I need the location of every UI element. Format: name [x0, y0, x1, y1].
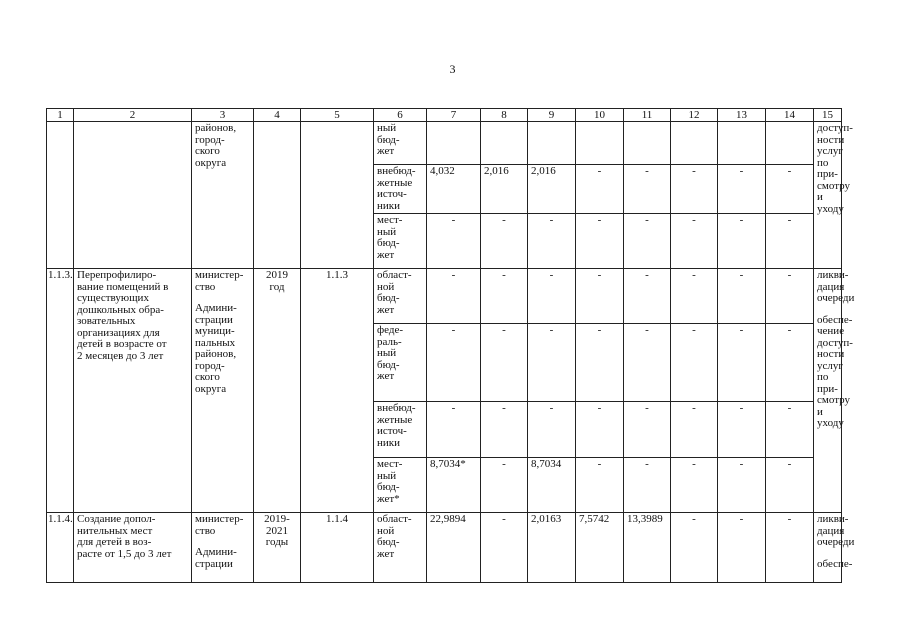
- value-cell: [624, 269, 671, 324]
- cell-text: -: [692, 402, 696, 414]
- header-cell-3: [192, 109, 254, 122]
- header-cell-2: [74, 109, 192, 122]
- cell-text: -: [645, 269, 649, 281]
- cell-text: област- ной бюд- жет: [377, 269, 412, 316]
- value-cell: [671, 122, 718, 165]
- result-cell: [814, 122, 853, 269]
- header-cell-9: [528, 109, 576, 122]
- cell-text: -: [597, 214, 602, 226]
- cell-text: 8,7034: [531, 458, 562, 470]
- cell-text: 13,3989: [627, 513, 663, 525]
- cell-text: -: [692, 269, 696, 281]
- value-cell: [671, 269, 718, 324]
- cell-text: 1: [57, 109, 63, 121]
- cell-text: -: [549, 402, 554, 414]
- header-cell-8: [481, 109, 528, 122]
- cell-text: министер- ство: [195, 269, 244, 293]
- cell-text: 8: [501, 109, 507, 121]
- cell-text: 5: [334, 109, 340, 121]
- value-cell: [576, 513, 624, 583]
- value-cell: [427, 269, 481, 324]
- cell-text: -: [692, 165, 696, 177]
- cell-text: 14: [784, 109, 795, 121]
- value-cell: [427, 513, 481, 583]
- cell-text: -: [739, 324, 744, 336]
- code-cell: [301, 513, 374, 583]
- cell-text: внебюд- жетные источ- ники: [377, 165, 416, 212]
- cell-text: област- ной бюд- жет: [377, 513, 412, 560]
- cell-text: министер- ство: [195, 513, 244, 537]
- value-cell: [481, 458, 528, 513]
- value-cell: [481, 165, 528, 214]
- value-cell: [718, 214, 766, 269]
- value-cell: [718, 513, 766, 583]
- year-cell: [254, 269, 301, 513]
- cell-text: Админи- страции: [195, 546, 237, 570]
- item-name-cell: [74, 513, 192, 583]
- value-cell: [624, 458, 671, 513]
- value-cell: [718, 402, 766, 458]
- cell-text: -: [692, 513, 696, 525]
- cell-text: 22,9894: [430, 513, 466, 525]
- cell-text: -: [739, 269, 744, 281]
- page-number: 3: [449, 62, 456, 76]
- cell-text: ный бюд- жет: [377, 122, 400, 157]
- cell-text: 4,032: [430, 165, 455, 177]
- cell-text: 1.1.4: [326, 513, 348, 525]
- value-cell: [481, 122, 528, 165]
- cell-text: Админи- страции муници- пальных районов, город- ского округа: [195, 302, 237, 395]
- cell-text: -: [787, 214, 792, 226]
- header-row: [47, 109, 842, 122]
- cell-text: районов, город- ского округа: [195, 122, 237, 169]
- value-cell: [481, 513, 528, 583]
- cell-text: 1.1.3.: [48, 269, 73, 281]
- value-cell: [528, 214, 576, 269]
- header-cell-14: [766, 109, 814, 122]
- year-cell: [254, 513, 301, 583]
- value-cell: [528, 269, 576, 324]
- cell-text: Перепрофилиро- вание помещений в существующих дошкольных обра- зовательных организациях для детей в возрасте от 2 месяцев до 3 лет: [77, 269, 169, 362]
- table-row: [47, 122, 842, 165]
- item-number-cell: [47, 513, 74, 583]
- cell-text: 6: [397, 109, 403, 121]
- cell-text: -: [645, 214, 649, 226]
- cell-text: 2: [129, 109, 136, 121]
- code-cell: [301, 269, 374, 513]
- value-cell: [671, 324, 718, 402]
- source-cell: [374, 269, 427, 324]
- source-cell: [374, 513, 427, 583]
- value-cell: [427, 122, 481, 165]
- table-row: [47, 513, 842, 583]
- cell-text: -: [739, 165, 744, 177]
- cell-text: -: [451, 214, 456, 226]
- cell-text: 4: [274, 109, 280, 121]
- value-cell: [427, 458, 481, 513]
- cell-text: 2019- 2021 годы: [264, 513, 290, 548]
- value-cell: [624, 214, 671, 269]
- cell-text: -: [597, 324, 602, 336]
- cell-text: 2,016: [531, 165, 556, 177]
- cell-text: -: [787, 324, 792, 336]
- value-cell: [576, 165, 624, 214]
- value-cell: [576, 269, 624, 324]
- value-cell: [671, 458, 718, 513]
- item-number-cell: [47, 269, 74, 513]
- cell-text: 3: [219, 109, 226, 121]
- value-cell: [481, 402, 528, 458]
- cell-text: 2,0163: [531, 513, 562, 525]
- value-cell: [718, 165, 766, 214]
- cell-text: -: [645, 402, 649, 414]
- value-cell: [718, 269, 766, 324]
- value-cell: [427, 165, 481, 214]
- header-cell-7: [427, 109, 481, 122]
- cell-text: -: [451, 324, 456, 336]
- source-cell: [374, 214, 427, 269]
- source-cell: [374, 324, 427, 402]
- cell-text: доступ- ности услуг по при- смотру и уходу: [817, 122, 853, 215]
- code-cell: [301, 122, 374, 269]
- cell-text: -: [451, 269, 456, 281]
- cell-text: -: [692, 324, 696, 336]
- header-cell-15: [814, 109, 842, 122]
- cell-text: 1.1.3: [326, 269, 348, 281]
- cell-text: -: [787, 269, 792, 281]
- cell-text: 15: [822, 109, 833, 121]
- cell-text: 7: [450, 109, 457, 121]
- header-cell-13: [718, 109, 766, 122]
- value-cell: [624, 165, 671, 214]
- cell-text: мест- ный бюд- жет*: [377, 458, 403, 505]
- value-cell: [718, 458, 766, 513]
- value-cell: [481, 214, 528, 269]
- value-cell: [528, 402, 576, 458]
- cell-text: -: [645, 324, 649, 336]
- cell-text: ликви- дация очереди: [817, 513, 855, 548]
- value-cell: [481, 324, 528, 402]
- source-cell: [374, 122, 427, 165]
- cell-text: внебюд- жетные источ- ники: [377, 402, 416, 449]
- value-cell: [576, 214, 624, 269]
- value-cell: [671, 402, 718, 458]
- year-cell: [254, 122, 301, 269]
- value-cell: [528, 513, 576, 583]
- cell-text: -: [502, 269, 506, 281]
- source-cell: [374, 402, 427, 458]
- cell-text: 10: [594, 109, 605, 121]
- executor-cell: [192, 122, 254, 269]
- value-cell: [624, 122, 671, 165]
- cell-text: 9: [548, 109, 555, 121]
- cell-text: обеспе- чение доступ- ности услуг по при- смотру и уходу: [817, 313, 853, 429]
- source-cell: [374, 458, 427, 513]
- cell-text: -: [549, 324, 554, 336]
- executor-cell: [192, 513, 254, 583]
- cell-text: -: [502, 214, 506, 226]
- value-cell: [528, 122, 576, 165]
- cell-text: -: [692, 458, 696, 470]
- value-cell: [528, 458, 576, 513]
- cell-text: -: [549, 269, 554, 281]
- cell-text: -: [597, 402, 602, 414]
- value-cell: [766, 458, 814, 513]
- header-cell-6: [374, 109, 427, 122]
- value-cell: [481, 269, 528, 324]
- value-cell: [624, 324, 671, 402]
- value-cell: [528, 165, 576, 214]
- header-cell-10: [576, 109, 624, 122]
- value-cell: [671, 214, 718, 269]
- cell-text: -: [787, 513, 792, 525]
- cell-text: -: [502, 324, 506, 336]
- cell-text: -: [502, 402, 506, 414]
- value-cell: [576, 122, 624, 165]
- cell-text: -: [597, 165, 602, 177]
- value-cell: [576, 402, 624, 458]
- value-cell: [718, 122, 766, 165]
- cell-text: -: [787, 165, 792, 177]
- value-cell: [427, 324, 481, 402]
- value-cell: [427, 214, 481, 269]
- value-cell: [427, 402, 481, 458]
- header-cell-11: [624, 109, 671, 122]
- cell-text: -: [787, 458, 792, 470]
- table-row: [47, 269, 842, 324]
- cell-text: Создание допол- нительных мест для детей в воз- расте от 1,5 до 3 лет: [77, 513, 172, 560]
- result-cell: [814, 513, 855, 583]
- item-name-cell: [74, 122, 192, 269]
- cell-text: 12: [688, 109, 700, 121]
- cell-text: -: [597, 269, 602, 281]
- value-cell: [624, 402, 671, 458]
- header-cell-4: [254, 109, 301, 122]
- header-cell-1: [47, 109, 74, 122]
- cell-text: -: [502, 513, 506, 525]
- cell-text: -: [739, 402, 744, 414]
- value-cell: [624, 513, 671, 583]
- value-cell: [528, 324, 576, 402]
- cell-text: -: [692, 214, 696, 226]
- executor-cell: [192, 269, 254, 513]
- cell-text: -: [502, 458, 506, 470]
- cell-text: обеспе-: [817, 557, 853, 570]
- item-name-cell: [74, 269, 192, 513]
- header-cell-5: [301, 109, 374, 122]
- value-cell: [766, 165, 814, 214]
- value-cell: [718, 324, 766, 402]
- value-cell: [671, 165, 718, 214]
- cell-text: 8,7034*: [430, 458, 466, 470]
- budget-table: [46, 108, 855, 583]
- cell-text: -: [739, 513, 744, 525]
- value-cell: [576, 458, 624, 513]
- value-cell: [766, 269, 814, 324]
- cell-text: -: [645, 458, 649, 470]
- value-cell: [766, 513, 814, 583]
- cell-text: ликви- дация очереди: [817, 269, 855, 304]
- cell-text: 1.1.4.: [48, 513, 73, 525]
- cell-text: 13: [736, 109, 747, 121]
- value-cell: [576, 324, 624, 402]
- cell-text: -: [787, 402, 792, 414]
- source-cell: [374, 165, 427, 214]
- cell-text: -: [549, 214, 554, 226]
- cell-text: -: [451, 402, 456, 414]
- value-cell: [766, 122, 814, 165]
- cell-text: 7,5742: [579, 513, 610, 525]
- result-cell: [814, 269, 855, 513]
- cell-text: -: [739, 458, 744, 470]
- cell-text: феде- раль- ный бюд- жет: [377, 324, 404, 382]
- cell-text: 2,016: [484, 165, 509, 177]
- cell-text: 2019 год: [266, 269, 288, 293]
- cell-text: -: [739, 214, 744, 226]
- value-cell: [671, 513, 718, 583]
- cell-text: -: [597, 458, 602, 470]
- value-cell: [766, 324, 814, 402]
- header-cell-12: [671, 109, 718, 122]
- cell-text: мест- ный бюд- жет: [377, 214, 403, 261]
- value-cell: [766, 402, 814, 458]
- cell-text: 11: [641, 109, 653, 121]
- value-cell: [766, 214, 814, 269]
- cell-text: -: [645, 165, 649, 177]
- item-number-cell: [47, 122, 74, 269]
